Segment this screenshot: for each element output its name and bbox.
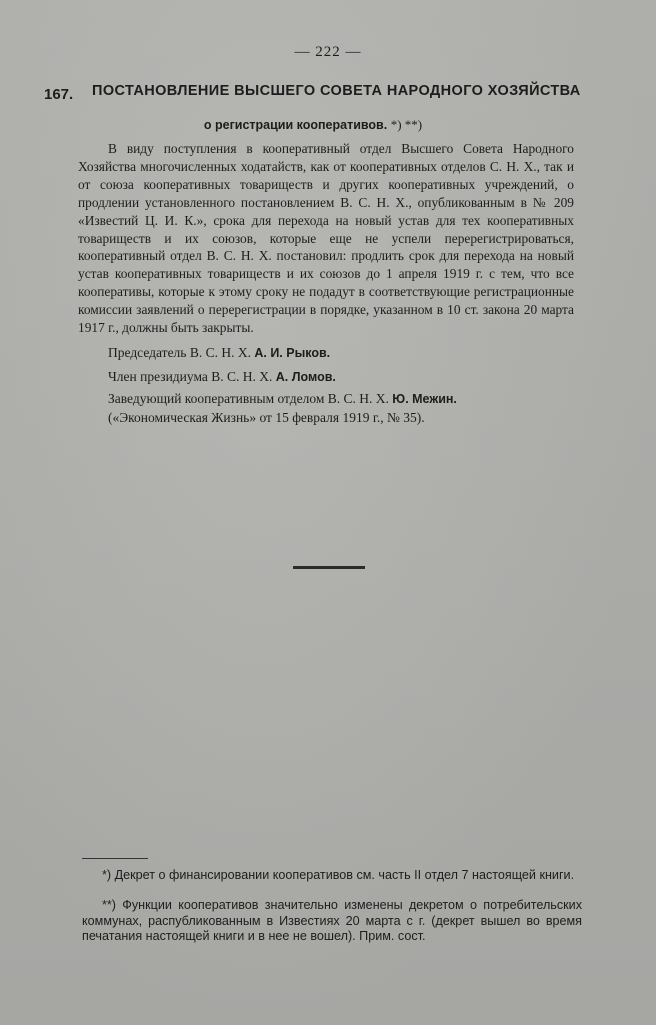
footnote-markers: *) **)	[390, 117, 423, 132]
signature-name: А. И. Рыков.	[254, 346, 331, 360]
signature-presidium-member	[108, 369, 336, 385]
signature-role: Член президиума В. С. Н. Х.	[108, 369, 273, 384]
signature-name: Ю. Межин.	[392, 392, 457, 406]
resolution-body: В виду поступления в кооперативный отдел Высшего Совета Народного Хозяйства многочисленных ходатайств, как от кооперативных отделов С. Н. Х., так и от союза кооперативных товариществ и других кооперативных учреждений, о продлении установленного постановлением В. С. Н. Х., опубликованным в № 209 «Известий Ц. И. К.», срока для перехода на новый устав для тех кооперативных товариществ и их союзов, которые еще не успели перерегистрироваться, кооперативный отдел В. С. Н. Х. постановил: продлить срок для перехода на новый устав кооперативных товариществ и их союзов до 1 апреля 1919 г. с тем, что все кооперативы, которые к этому сроку не подадут в соответствующие регистрационные комиссии заявлений о перерегистрации в порядке, указанном в 10 ст. закона 20 марта 1917 г., должны быть закрыты.	[78, 141, 574, 336]
source-citation: («Экономическая Жизнь» от 15 февраля 1919 г., № 35).	[108, 410, 425, 425]
document-title: ПОСТАНОВЛЕНИЕ ВЫСШЕГО СОВЕТА НАРОДНОГО ХОЗЯЙСТВА	[92, 83, 581, 99]
document-subtitle	[0, 117, 626, 133]
section-divider	[293, 566, 365, 569]
signature-role: Председатель В. С. Н. Х.	[108, 345, 251, 360]
signature-name: А. Ломов.	[275, 370, 336, 384]
subtitle-text: о регистрации кооперативов.	[203, 118, 388, 132]
footnote-2: **) Функции кооперативов значительно изменены декретом о потребительских коммунах, распубликованным в Известиях 20 марта с г. (декрет вышел во время печатания настоящей книги и в нее не вошел). Прим. сост.	[82, 898, 582, 944]
signature-department-head	[108, 391, 457, 407]
signature-chairman	[108, 345, 330, 361]
page-number: — 222 —	[294, 44, 362, 60]
footnote-1: *) Декрет о финансировании кооперативов см. часть II отдел 7 настоящей книги.	[102, 868, 575, 882]
document-number: 167.	[44, 86, 74, 103]
footnote-rule	[82, 858, 148, 859]
signature-role: Заведующий кооперативным отделом В. С. Н. Х.	[108, 391, 389, 406]
